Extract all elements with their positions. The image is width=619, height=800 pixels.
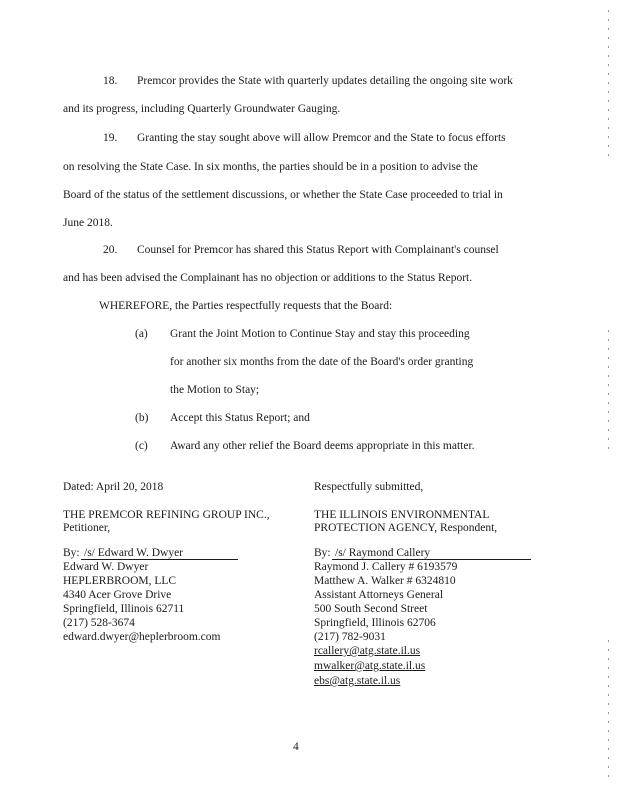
respondent-party: THE ILLINOIS ENVIRONMENTAL xyxy=(314,509,490,521)
request-line: Grant the Joint Motion to Continue Stay and stay this proceeding xyxy=(170,328,470,340)
respondent-signature: /s/ Raymond Callery xyxy=(335,547,431,559)
respondent-email[interactable]: rcallery@atg.state.il.us xyxy=(314,645,421,657)
respondent-role: PROTECTION AGENCY, Respondent, xyxy=(314,522,498,534)
petitioner-signature: /s/ Edward W. Dwyer xyxy=(84,547,184,559)
scan-edge-mark xyxy=(608,330,609,450)
petitioner-block-line: Springfield, Illinois 62711 xyxy=(63,603,185,615)
respondent-block-line: 500 South Second Street xyxy=(314,603,428,615)
respondent-block-line: Assistant Attorneys General xyxy=(314,589,444,601)
request-line: Award any other relief the Board deems appropriate in this matter. xyxy=(170,440,475,452)
respondent-block-line: Springfield, Illinois 62706 xyxy=(314,617,436,629)
petitioner-block-line: (217) 528-3674 xyxy=(63,617,135,629)
petitioner-block-line: Edward W. Dwyer xyxy=(63,561,149,573)
request-line: Accept this Status Report; and xyxy=(170,412,310,424)
petitioner-by-label: By: xyxy=(63,547,80,559)
respondent-email[interactable]: ebs@atg.state.il.us xyxy=(314,675,401,687)
respondent-block-line: Raymond J. Callery # 6193579 xyxy=(314,561,458,573)
respondent-block-line: (217) 782-9031 xyxy=(314,631,386,643)
closing-line: Respectfully submitted, xyxy=(314,481,424,493)
paragraph-number: 18. xyxy=(103,75,118,87)
respondent-email[interactable]: mwalker@atg.state.il.us xyxy=(314,660,426,672)
paragraph-line: Granting the stay sought above will allow Premcor and the State to focus efforts xyxy=(137,132,506,144)
paragraph-line: June 2018. xyxy=(63,217,113,229)
paragraph-line: and has been advised the Complainant has no objection or additions to the Status Report. xyxy=(63,272,473,284)
paragraph-line: on resolving the State Case. In six months, the parties should be in a position to advise the xyxy=(63,161,478,173)
petitioner-role: Petitioner, xyxy=(63,522,111,534)
paragraph-number: 19. xyxy=(103,132,118,144)
dated-line: Dated: April 20, 2018 xyxy=(63,481,164,493)
respondent-block-line: Matthew A. Walker # 6324810 xyxy=(314,575,456,587)
paragraph-line: and its progress, including Quarterly Groundwater Gauging. xyxy=(63,103,341,115)
petitioner-party: THE PREMCOR REFINING GROUP INC., xyxy=(63,509,270,521)
petitioner-block-line: 4340 Acer Grove Drive xyxy=(63,589,172,601)
request-line: for another six months from the date of the Board's order granting xyxy=(170,356,474,368)
page-number: 4 xyxy=(293,741,299,753)
scan-edge-mark xyxy=(608,640,609,780)
request-line: the Motion to Stay; xyxy=(170,384,260,396)
request-label: (a) xyxy=(135,328,148,340)
petitioner-block-line: HEPLERBROOM, LLC xyxy=(63,575,177,587)
request-label: (c) xyxy=(135,440,148,452)
paragraph-line: Counsel for Premcor has shared this Status Report with Complainant's counsel xyxy=(137,244,499,256)
wherefore-clause: WHEREFORE, the Parties respectfully requests that the Board: xyxy=(99,300,393,312)
paragraph-line: Board of the status of the settlement discussions, or whether the State Case proceeded to trial in xyxy=(63,189,503,201)
paragraph-number: 20. xyxy=(103,244,118,256)
scan-edge-mark xyxy=(608,10,609,160)
respondent-by-label: By: xyxy=(314,547,331,559)
paragraph-line: Premcor provides the State with quarterly updates detailing the ongoing site work xyxy=(137,75,513,87)
request-label: (b) xyxy=(135,412,149,424)
petitioner-email[interactable]: edward.dwyer@heplerbroom.com xyxy=(63,631,221,643)
